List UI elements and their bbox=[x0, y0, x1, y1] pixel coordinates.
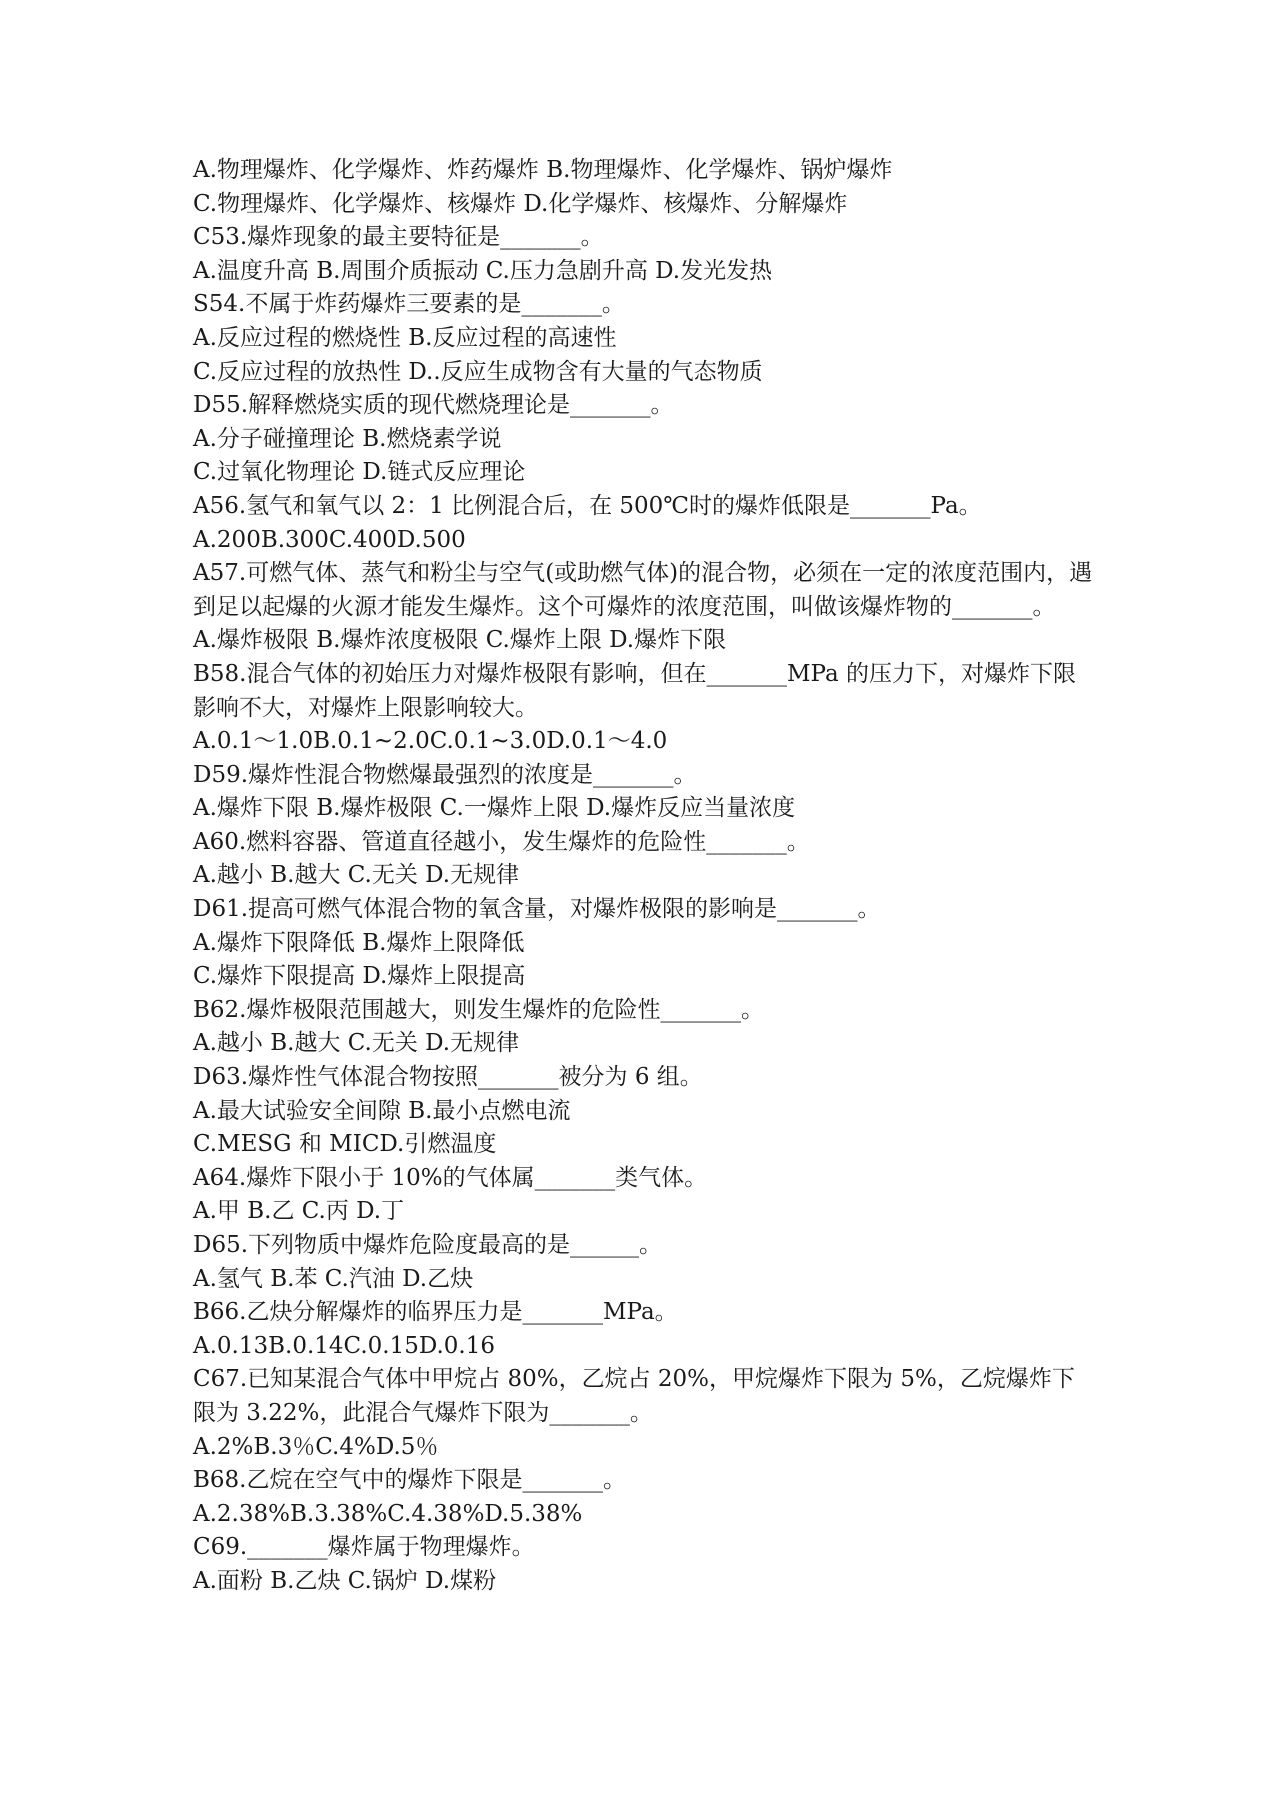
text-line: A64.爆炸下限小于 10%的气体属_______类气体。 bbox=[193, 1164, 708, 1191]
text-line: C.反应过程的放热性 D..反应生成物含有大量的气态物质 bbox=[193, 358, 763, 385]
text-line: A.氢气 B.苯 C.汽油 D.乙炔 bbox=[193, 1265, 474, 1292]
text-line: A.爆炸下限 B.爆炸极限 C.一爆炸上限 D.爆炸反应当量浓度 bbox=[193, 795, 796, 822]
text-line: A.0.13B.0.14C.0.15D.0.16 bbox=[193, 1332, 495, 1359]
text-line: A60.燃料容器、管道直径越小，发生爆炸的危险性_______。 bbox=[193, 828, 810, 855]
text-line: C.爆炸下限提高 D.爆炸上限提高 bbox=[193, 963, 526, 990]
text-line: A.分子碰撞理论 B.燃烧素学说 bbox=[193, 425, 502, 452]
text-line: A.最大试验安全间隙 B.最小点燃电流 bbox=[193, 1097, 571, 1124]
text-line: A.温度升高 B.周围介质振动 C.压力急剧升高 D.发光发热 bbox=[193, 257, 773, 284]
text-line: C69._______爆炸属于物理爆炸。 bbox=[193, 1534, 535, 1561]
text-line: A.2%B.3％C.4%D.5％ bbox=[193, 1433, 439, 1460]
text-line: A.越小 B.越大 C.无关 D.无规律 bbox=[193, 862, 520, 889]
text-line: D55.解释燃烧实质的现代燃烧理论是_______。 bbox=[193, 392, 674, 419]
text-line: B68.乙烷在空气中的爆炸下限是_______。 bbox=[193, 1467, 626, 1494]
text-line: A.物理爆炸、化学爆炸、炸药爆炸 B.物理爆炸、化学爆炸、锅炉爆炸 bbox=[193, 157, 893, 183]
text-line: C53.爆炸现象的最主要特征是_______。 bbox=[193, 224, 604, 251]
text-line: B58.混合气体的初始压力对爆炸极限有影响，但在_______MPa 的压力下，对爆炸下限影响不大，对爆炸上限影响较大。 bbox=[193, 660, 1076, 721]
text-line: A56.氢气和氧气以 2：1 比例混合后，在 500℃时的爆炸低限是_______Pa。 bbox=[193, 492, 982, 519]
text-line: D61.提高可燃气体混合物的氧含量，对爆炸极限的影响是_______。 bbox=[193, 896, 881, 923]
text-line: A57.可燃气体、蒸气和粉尘与空气(或助燃气体)的混合物，必须在一定的浓度范围内，遇到足以起爆的火源才能发生爆炸。这个可爆炸的浓度范围，叫做该爆炸物的_______。 bbox=[193, 560, 1093, 620]
text-line: A.200B.300C.400D.500 bbox=[193, 526, 466, 553]
text-line: C.MESG 和 MICD.引燃温度 bbox=[193, 1131, 497, 1158]
text-line: D59.爆炸性混合物燃爆最强烈的浓度是_______。 bbox=[193, 761, 697, 788]
question-text-block bbox=[193, 154, 1093, 1599]
text-line: A.面粉 B.乙炔 C.锅炉 D.煤粉 bbox=[193, 1567, 497, 1594]
text-line: A.0.1～1.0B.0.1~2.0C.0.1~3.0D.0.1～4.0 bbox=[193, 728, 668, 755]
text-line: B66.乙炔分解爆炸的临界压力是_______MPa。 bbox=[193, 1299, 678, 1326]
text-line: C.过氧化物理论 D.链式反应理论 bbox=[193, 459, 526, 486]
text-line: C67.已知某混合气体中甲烷占 80%，乙烷占 20%，甲烷爆炸下限为 5%，乙烷爆炸下限为 3.22%，此混合气爆炸下限为_______。 bbox=[193, 1366, 1075, 1426]
text-line: S54.不属于炸药爆炸三要素的是_______。 bbox=[193, 291, 625, 318]
text-line: D63.爆炸性气体混合物按照_______被分为 6 组。 bbox=[193, 1064, 703, 1091]
text-line: A.反应过程的燃烧性 B.反应过程的高速性 bbox=[193, 324, 617, 351]
text-line: C.物理爆炸、化学爆炸、核爆炸 D.化学爆炸、核爆炸、分解爆炸 bbox=[193, 190, 848, 217]
text-line: D65.下列物质中爆炸危险度最高的是______。 bbox=[193, 1232, 663, 1258]
text-line: A.越小 B.越大 C.无关 D.无规律 bbox=[193, 1030, 520, 1057]
text-line: B62.爆炸极限范围越大，则发生爆炸的危险性_______。 bbox=[193, 996, 764, 1023]
text-line: A.2.38%B.3.38%C.4.38%D.5.38% bbox=[193, 1500, 583, 1527]
text-line: A.甲 B.乙 C.丙 D.丁 bbox=[193, 1198, 405, 1225]
text-line: A.爆炸下限降低 B.爆炸上限降低 bbox=[193, 929, 525, 956]
text-line: A.爆炸极限 B.爆炸浓度极限 C.爆炸上限 D.爆炸下限 bbox=[193, 627, 727, 654]
